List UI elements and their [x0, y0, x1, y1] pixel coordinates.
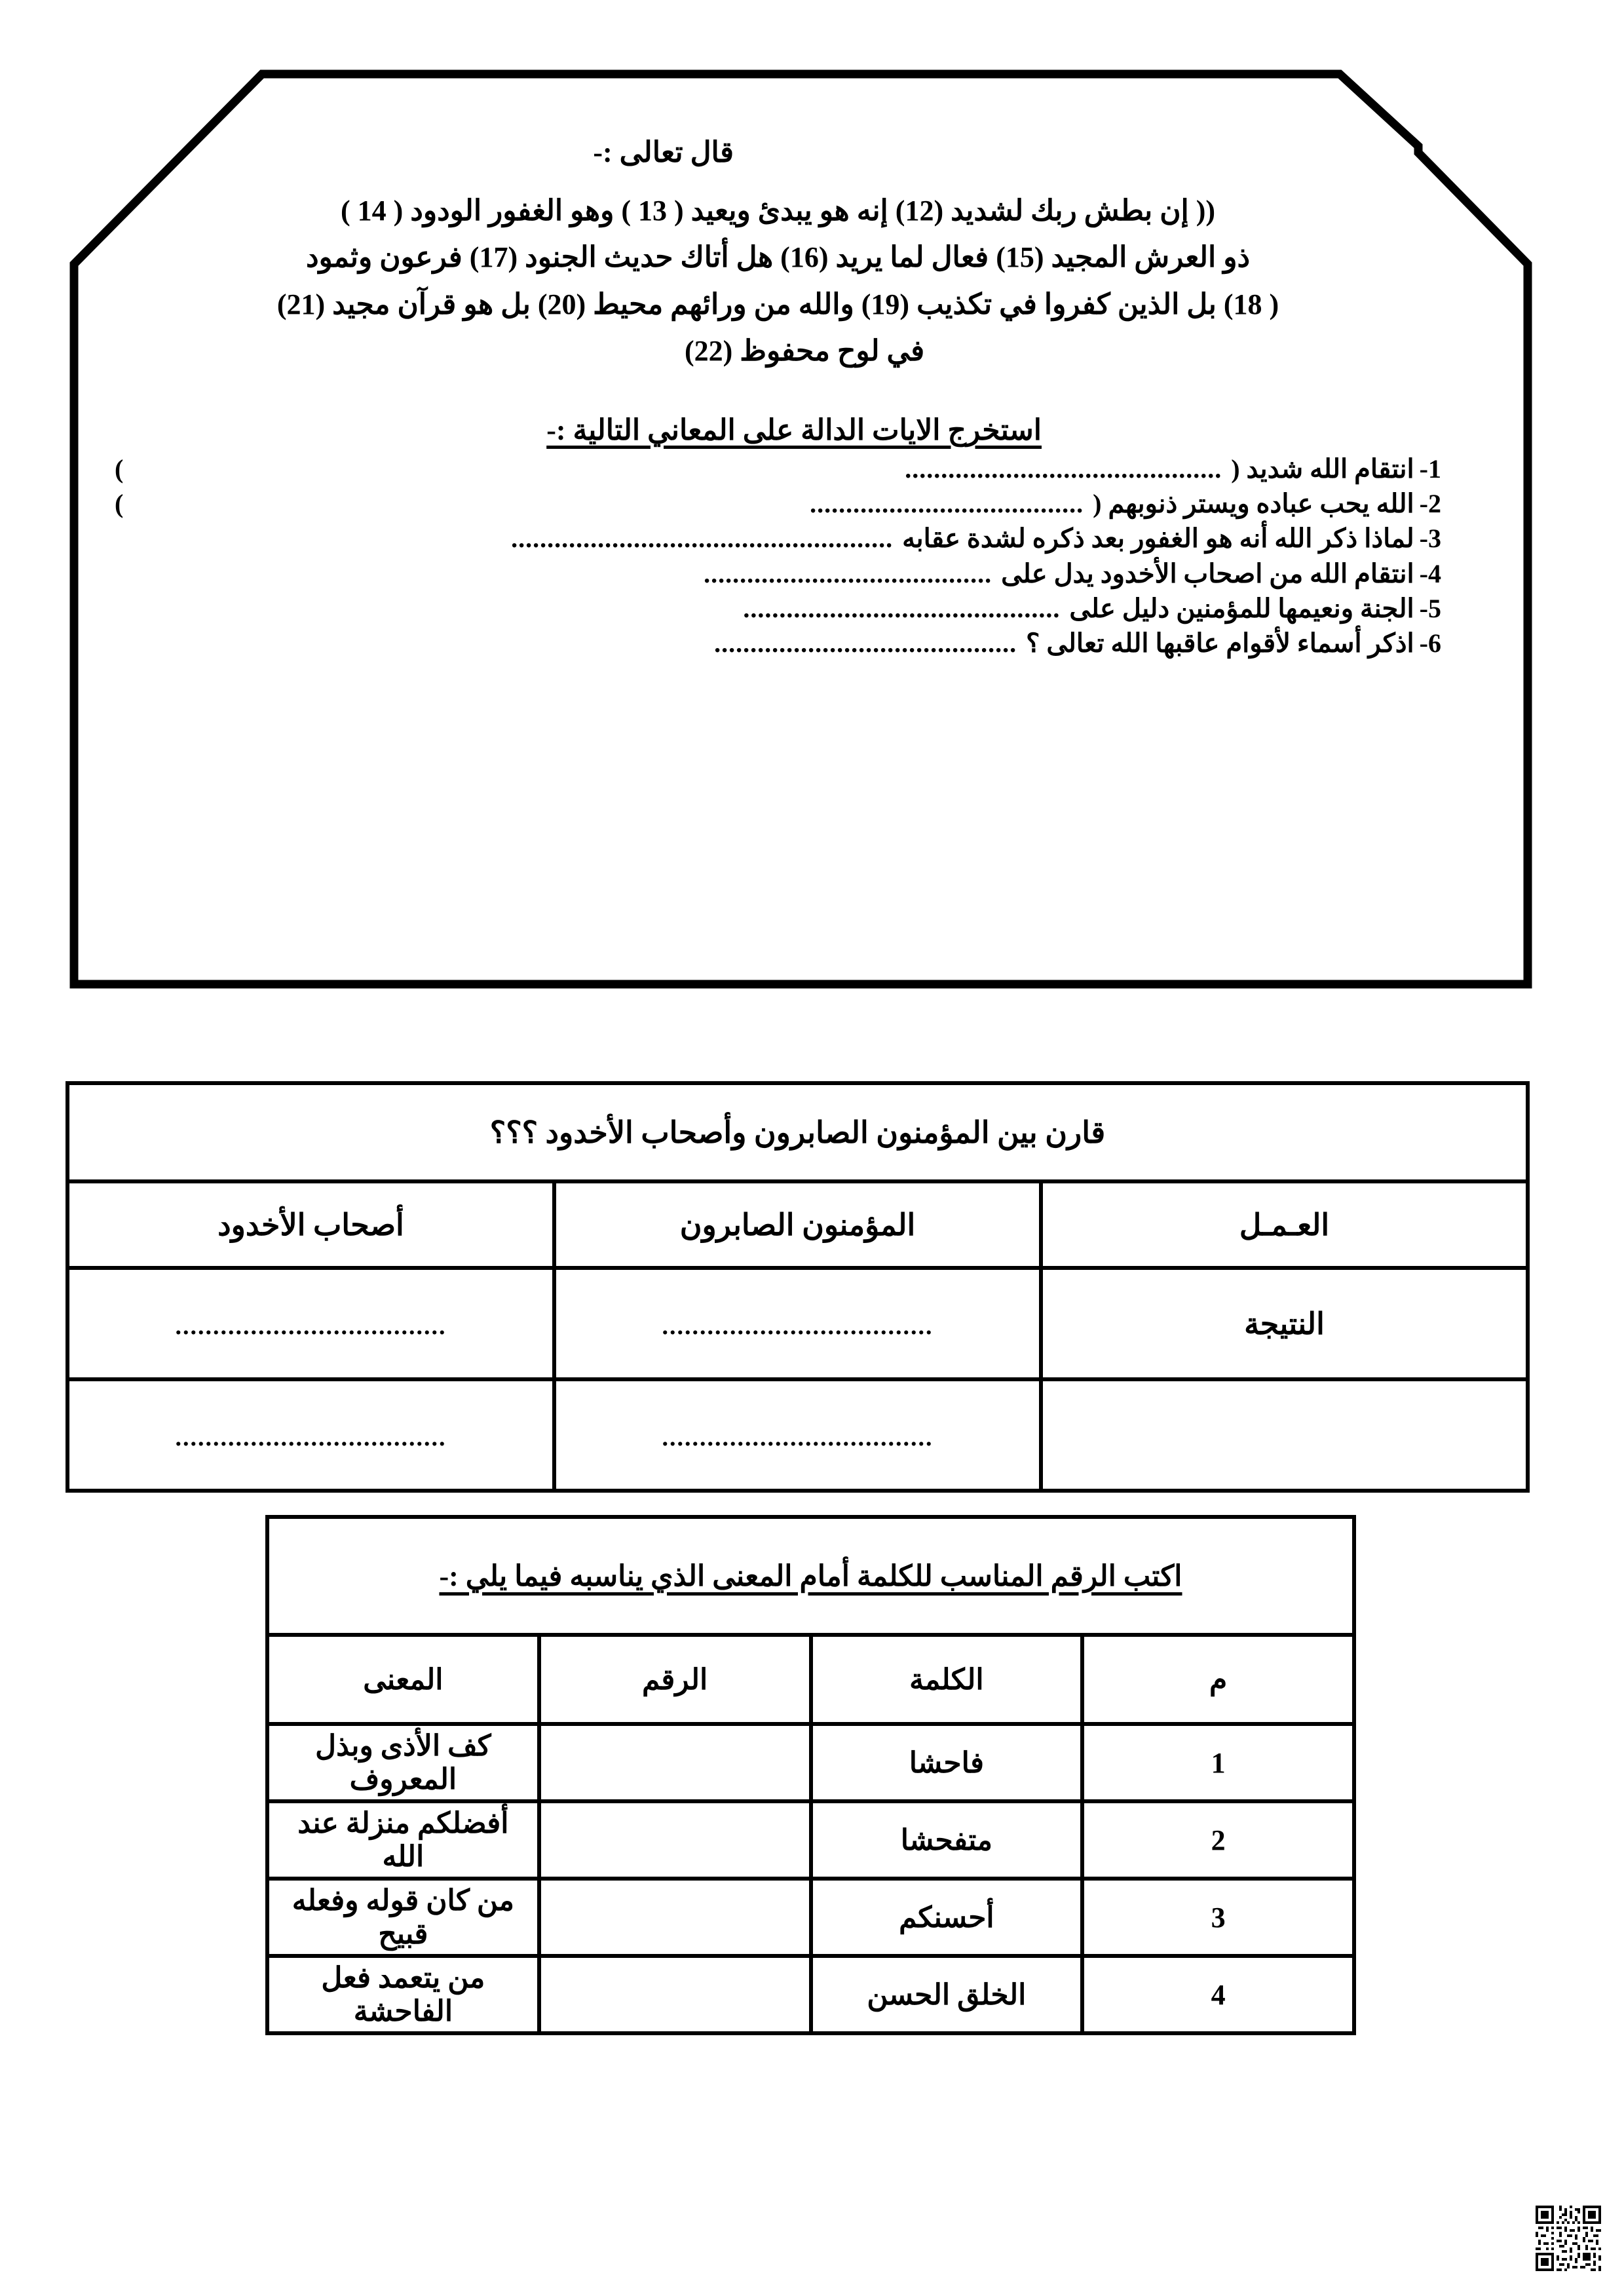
table-row: [267, 1801, 1354, 1879]
answer-blank-1[interactable]: ............................................: [905, 454, 1222, 484]
question-number-4: 4-: [1419, 558, 1441, 588]
comparison-colhead-ukhdood: أصحاب الأخدود: [67, 1181, 554, 1268]
qr-code-icon: [1536, 2206, 1601, 2271]
row-word: متفحشا: [811, 1801, 1083, 1879]
comparison-cell-believers-2[interactable]: [554, 1379, 1041, 1491]
verse-line-1: (( إن بطش ربك لشديد (12) إنه هو يبدئ ويعيد ( 13 ) وهو الغفور الودود ( 14 ): [340, 195, 1216, 227]
question-text-2: الله يحب عباده ويستر ذنوبهم (: [1093, 489, 1414, 519]
verse-line-4: في لوح محفوظ (22): [685, 334, 925, 367]
question-text-3: لماذا ذكر الله أنه هو الغفور بعد ذكره لشدة عقابه: [902, 524, 1414, 554]
row-index: 3: [1082, 1879, 1354, 1956]
table-row: [267, 1724, 1354, 1801]
answer-blank-6[interactable]: ..........................................: [714, 628, 1017, 658]
question-item-1: [115, 453, 1441, 484]
words-meanings-table: [265, 1515, 1356, 2035]
comparison-table-title: قارن بين المؤمنون الصابرون وأصحاب الأخدود ؟؟؟: [67, 1083, 1528, 1181]
words-table-title: [267, 1517, 1354, 1635]
answer-blank: ....................................: [175, 1423, 447, 1451]
answer-blank-4[interactable]: ........................................: [704, 558, 992, 588]
question-paren-2: ): [115, 489, 124, 519]
table-row: [67, 1379, 1528, 1491]
question-number-2: 2-: [1419, 489, 1441, 519]
verse-line-2: ذو العرش المجيد (15) فعال لما يريد (16) هل أتاك حديث الجنود (17) فرعون وثمود: [305, 241, 1251, 274]
question-item-2: [115, 488, 1441, 519]
row-word: فاحشا: [811, 1724, 1083, 1801]
row-index: 2: [1082, 1801, 1354, 1879]
row-meaning: من يتعمد فعل الفاحشة: [267, 1956, 539, 2033]
answer-blank: ....................................: [662, 1312, 934, 1340]
comparison-cell-ukhdood-2[interactable]: [67, 1379, 554, 1491]
answer-blank-2[interactable]: ......................................: [810, 489, 1084, 519]
table-row: [267, 1879, 1354, 1956]
question-text-6: اذكر أسماء لأقوام عاقبها الله تعالى ؟: [1026, 628, 1414, 658]
answer-blank-3[interactable]: .....................................................: [511, 524, 894, 554]
row-word: الخلق الحسن: [811, 1956, 1083, 2033]
row-index: 1: [1082, 1724, 1354, 1801]
comparison-rowhead-work: العـمـل: [1041, 1181, 1528, 1268]
quran-verses: [115, 187, 1441, 374]
table-row: [67, 1083, 1528, 1181]
ayah-box-content: [69, 105, 1503, 976]
comparison-colhead-believers: المؤمنون الصابرون: [554, 1181, 1041, 1268]
answer-blank: ....................................: [662, 1423, 934, 1451]
comparison-rowhead-result: النتيجة: [1041, 1268, 1528, 1379]
extract-instruction-heading: استخرج الايات الدالة على المعاني التالية :-: [546, 414, 1042, 447]
row-index: 4: [1082, 1956, 1354, 2033]
answer-blank-5[interactable]: ............................................: [743, 593, 1061, 623]
question-item-5: [115, 593, 1441, 624]
comparison-rowhead-empty: [1041, 1379, 1528, 1491]
header-meaning: المعنى: [267, 1635, 539, 1724]
row-number-input[interactable]: [539, 1724, 811, 1801]
verse-line-3: ( 18) بل الذين كفروا في تكذيب (19) والله من ورائهم محيط (20) بل هو قرآن مجيد (21): [276, 288, 1279, 320]
table-row: [67, 1268, 1528, 1379]
header-word: الكلمة: [811, 1635, 1083, 1724]
question-number-5: 5-: [1419, 593, 1441, 623]
row-meaning: أفضلكم منزلة عند الله: [267, 1801, 539, 1879]
question-text-4: انتقام الله من اصحاب الأخدود يدل على: [1001, 558, 1414, 588]
table-row: [267, 1956, 1354, 2033]
row-word: أحسنكم: [811, 1879, 1083, 1956]
question-number-6: 6-: [1419, 628, 1441, 658]
table-header-row: [267, 1635, 1354, 1724]
comparison-cell-believers-1[interactable]: [554, 1268, 1041, 1379]
comparison-table: [66, 1081, 1530, 1493]
header-index: م: [1082, 1635, 1354, 1724]
row-number-input[interactable]: [539, 1879, 811, 1956]
question-list: [115, 453, 1441, 659]
qr-code-svg: [1536, 2206, 1601, 2271]
table-row: [67, 1181, 1528, 1268]
header-number: الرقم: [539, 1635, 811, 1724]
question-number-3: 3-: [1419, 524, 1441, 554]
question-item-4: [115, 558, 1441, 589]
row-meaning: كف الأذى وبذل المعروف: [267, 1724, 539, 1801]
question-text-5: الجنة ونعيمها للمؤمنين دليل على: [1069, 593, 1414, 623]
row-meaning: من كان قوله وفعله قبيح: [267, 1879, 539, 1956]
row-number-input[interactable]: [539, 1956, 811, 2033]
words-table-title-text: اكتب الرقم المناسب للكلمة أمام المعنى الذي يناسبه فيما يلي :-: [439, 1559, 1182, 1592]
ayah-lead-text: قال تعالى :-: [593, 136, 734, 168]
table-row: [267, 1517, 1354, 1635]
row-number-input[interactable]: [539, 1801, 811, 1879]
question-item-3: [115, 523, 1441, 554]
comparison-cell-ukhdood-1[interactable]: [67, 1268, 554, 1379]
question-item-6: [115, 628, 1441, 659]
question-paren-1: ): [115, 454, 124, 484]
ayah-question-box: [69, 69, 1533, 989]
question-text-1: انتقام الله شديد (: [1231, 454, 1414, 484]
question-number-1: 1-: [1419, 454, 1441, 484]
answer-blank: ....................................: [175, 1312, 447, 1340]
